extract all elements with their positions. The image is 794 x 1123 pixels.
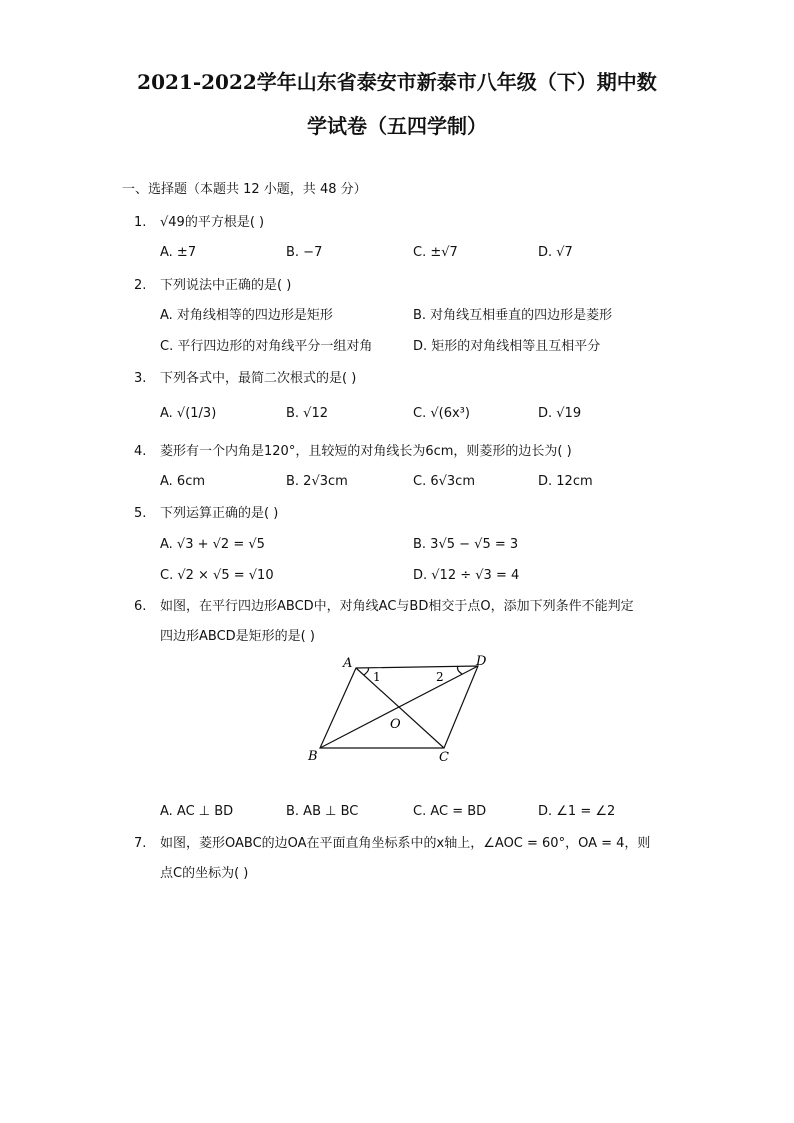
- angle-label-2: 2: [436, 670, 444, 684]
- option-d: D. √12 ÷ √3 = 4: [413, 568, 520, 583]
- question-number: 3.: [134, 371, 147, 386]
- option-a: A. √(1/3): [160, 406, 217, 421]
- angle-2-arc: [458, 666, 463, 674]
- page-title-line1: 2021-2022学年山东省泰安市新泰市八年级（下）期中数: [137, 70, 657, 94]
- option-b: B. 2√3cm: [286, 474, 348, 489]
- vertex-label-a: A: [343, 656, 353, 671]
- option-c: C. √(6x³): [413, 406, 470, 421]
- question-stem: 如图，菱形OABC的边OA在平面直角坐标系中的x轴上，∠AOC = 60°，OA = 4，则: [160, 836, 651, 851]
- question-number: 2.: [134, 278, 147, 293]
- center-label-o: O: [390, 717, 401, 732]
- question-number: 4.: [134, 444, 147, 459]
- angle-1-arc: [364, 668, 369, 675]
- vertex-label-d: D: [476, 654, 487, 669]
- option-c: C. AC = BD: [413, 804, 487, 819]
- option-a: A. 对角线相等的四边形是矩形: [160, 308, 333, 323]
- option-b: B. −7: [286, 245, 323, 260]
- vertex-label-c: C: [439, 750, 449, 765]
- section-heading: 一、选择题（本题共 12 小题，共 48 分）: [122, 182, 367, 197]
- option-a: A. AC ⊥ BD: [160, 804, 234, 819]
- vertex-label-b: B: [308, 749, 318, 764]
- angle-label-1: 1: [373, 670, 381, 684]
- option-d: D. √19: [538, 406, 582, 421]
- option-d: D. 矩形的对角线相等且互相平分: [413, 339, 601, 354]
- question-number: 1.: [134, 215, 147, 230]
- option-c: C. 6√3cm: [413, 474, 475, 489]
- diagonal-bd: [320, 666, 478, 748]
- question-number: 7.: [134, 836, 147, 851]
- option-b: B. AB ⊥ BC: [286, 804, 359, 819]
- question-number: 5.: [134, 506, 147, 521]
- option-a: A. √3 + √2 = √5: [160, 537, 265, 552]
- option-b: B. 3√5 − √5 = 3: [413, 537, 519, 552]
- option-c: C. √2 × √5 = √10: [160, 568, 274, 583]
- page-title-line2: 学试卷（五四学制）: [307, 114, 487, 138]
- diagonal-ac: [356, 668, 444, 748]
- parallelogram-abcd: [320, 666, 478, 748]
- question-stem: 下列各式中，最简二次根式的是( ): [160, 371, 357, 386]
- question-stem: 菱形有一个内角是120°，且较短的对角线长为6cm，则菱形的边长为( ): [160, 444, 572, 459]
- option-d: D. 12cm: [538, 474, 593, 489]
- question-number: 6.: [134, 599, 147, 614]
- option-c: C. ±√7: [413, 245, 458, 260]
- option-a: A. 6cm: [160, 474, 206, 489]
- option-b: B. 对角线互相垂直的四边形是菱形: [413, 308, 613, 323]
- option-d: D. √7: [538, 245, 573, 260]
- question-stem-continued: 点C的坐标为( ): [160, 866, 249, 881]
- option-b: B. √12: [286, 406, 329, 421]
- option-d: D. ∠1 = ∠2: [538, 804, 616, 819]
- question-stem: √49的平方根是( ): [160, 215, 265, 230]
- question-stem-continued: 四边形ABCD是矩形的是( ): [160, 629, 315, 644]
- question-stem: 下列说法中正确的是( ): [160, 278, 292, 293]
- question-stem: 下列运算正确的是( ): [160, 506, 279, 521]
- question-stem: 如图，在平行四边形ABCD中，对角线AC与BD相交于点O，添加下列条件不能判定: [160, 599, 634, 614]
- option-a: A. ±7: [160, 245, 197, 260]
- option-c: C. 平行四边形的对角线平分一组对角: [160, 339, 373, 354]
